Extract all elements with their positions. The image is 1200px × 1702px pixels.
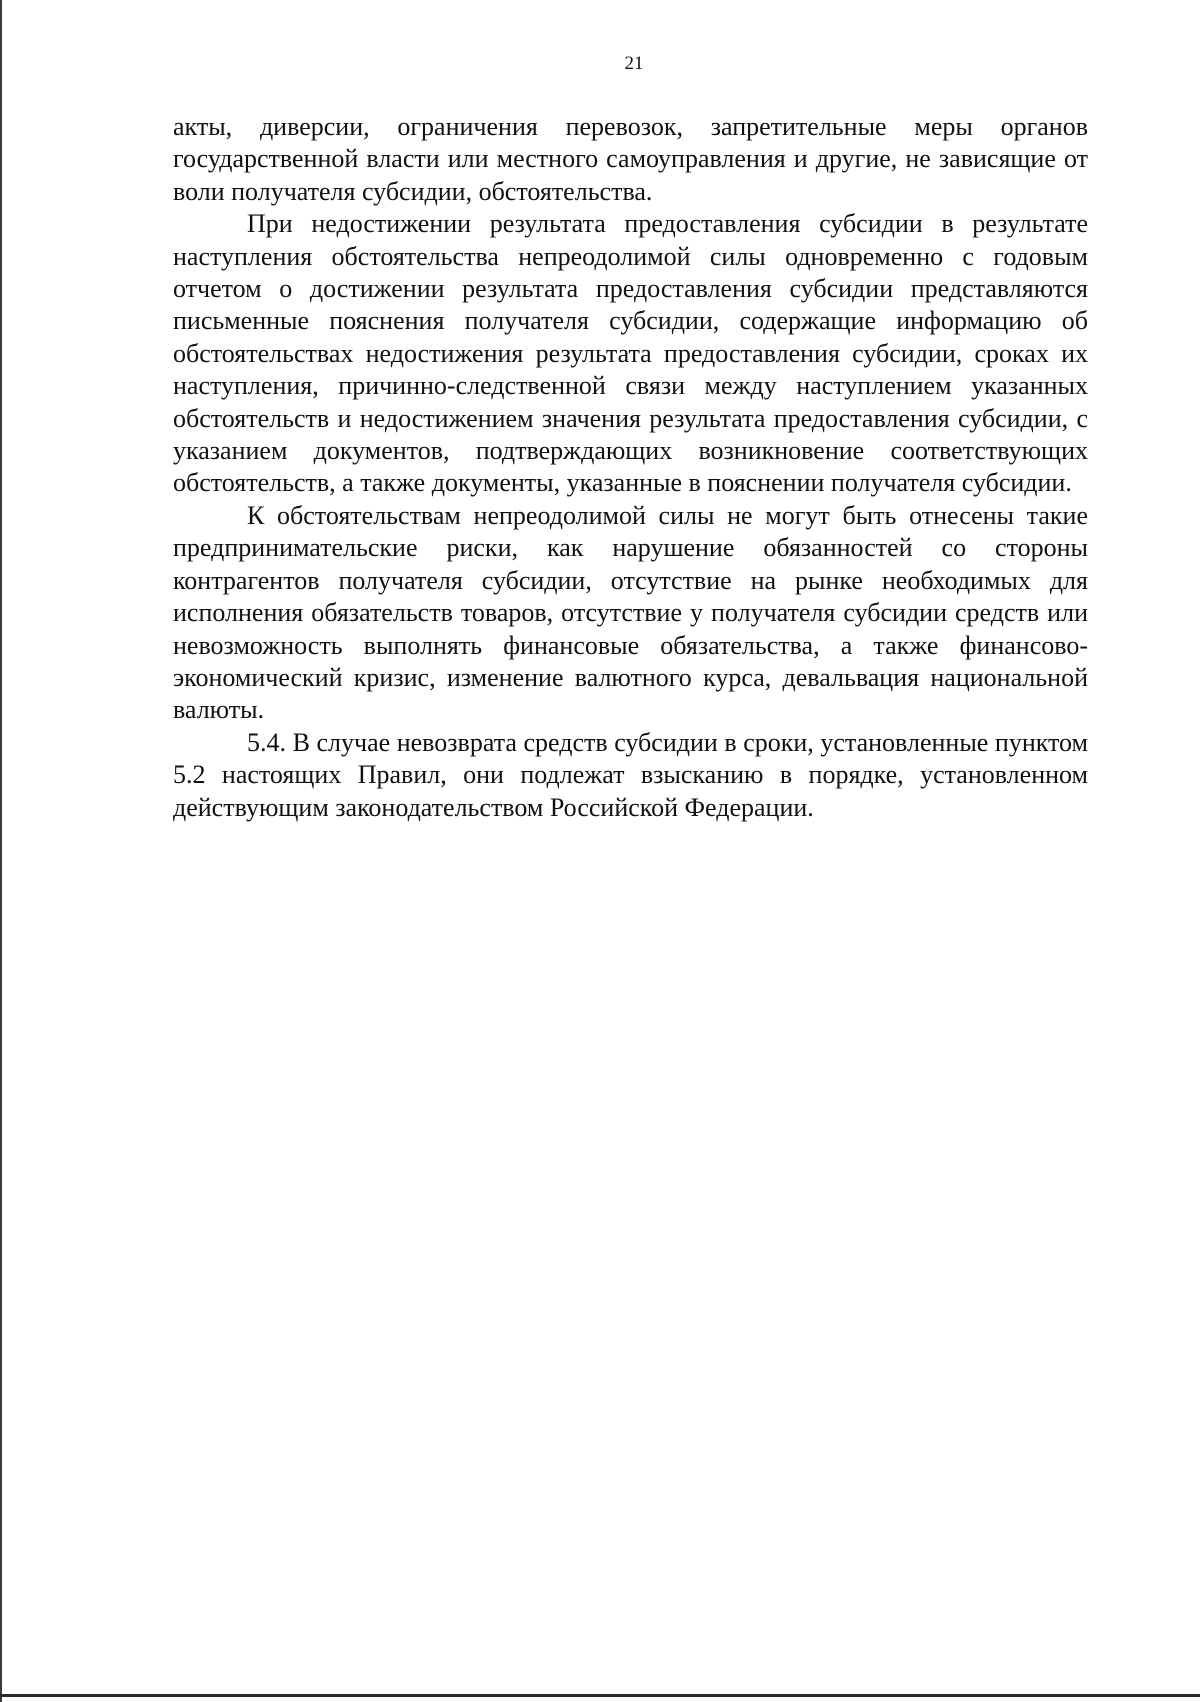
scan-edge-bottom [0, 1694, 1200, 1697]
paragraph-continuation: акты, диверсии, ограничения перевозок, запретительные меры органов государственной власти или местного самоуправления и другие, не зависящие от воли получателя субсидии, обстоятельства. [173, 112, 1088, 206]
paragraph-5-4-recovery: 5.4. В случае невозврата средств субсидии в сроки, установленные пунктом 5.2 настоящих Правил, они подлежат взысканию в порядке, установленном действующим законодательством Российской Федерации. [173, 727, 1088, 822]
scan-edge-left [0, 0, 2, 1702]
body-text [173, 111, 1088, 824]
paragraph-force-majeure-explanations: При недостижении результата предоставления субсидии в результате наступления обстоятельства непреодолимой силы одновременно с годовым отчетом о достижении результата предоставления субсидии представляются письменные пояснения получателя субсидии, содержащие информацию об обстоятельствах недостижения результата предоставления субсидии, сроках их наступления, причинно-следственной связи между наступлением указанных обстоятельств и недостижением значения результата предоставления субсидии, с указанием документов, подтверждающих возникновение соответствующих обстоятельств, а также документы, указанные в пояснении получателя субсидии. [173, 209, 1088, 498]
paragraph-excluded-risks: К обстоятельствам непреодолимой силы не могут быть отнесены такие предпринимательские риски, как нарушение обязанностей со стороны контрагентов получателя субсидии, отсутствие на рынке необходимых для исполнения обязательств товаров, отсутствие у получателя субсидии средств или невозможность выполнять финансовые обязательства, а также финансово-экономический кризис, изменение валютного курса, девальвация национальной валюты. [173, 500, 1088, 725]
page-number: 21 [624, 53, 644, 74]
